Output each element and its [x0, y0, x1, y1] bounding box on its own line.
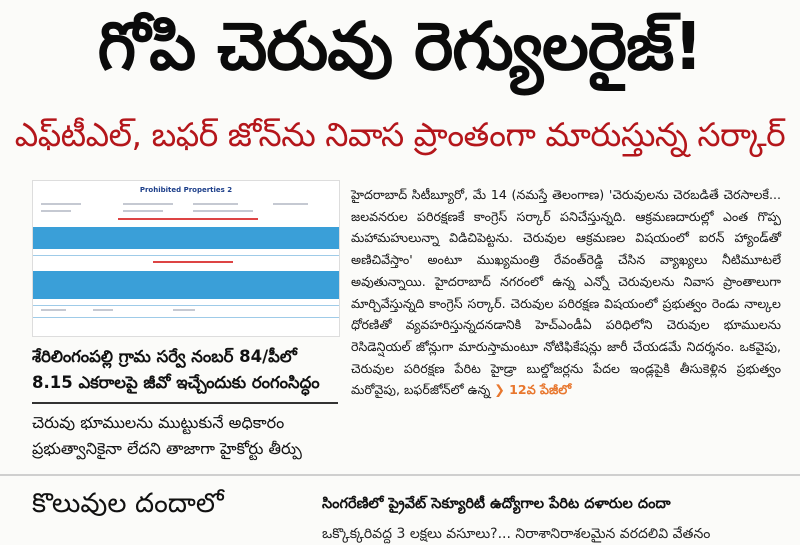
- doc-text-line: [273, 203, 308, 205]
- bottom-right-headline: సింగరేణిలో ప్రైవేట్ సెక్యూరిటీ ఉద్యోగాల పేరిట దళారుల దందా: [322, 496, 671, 512]
- doc-text-line: [193, 203, 238, 205]
- doc-text-line: [41, 203, 81, 205]
- doc-text-line: [173, 309, 195, 311]
- doc-red-line: [118, 218, 258, 220]
- main-headline: [0, 0, 800, 108]
- document-image: [32, 180, 340, 337]
- doc-text-line: [93, 309, 113, 311]
- doc-text-line: [193, 210, 253, 212]
- subheadline: [0, 112, 800, 164]
- doc-table-rule: [33, 255, 339, 256]
- article-body: [351, 184, 781, 401]
- document-image-title: Prohibited Properties 2: [139, 186, 233, 194]
- doc-text-line: [41, 309, 66, 311]
- article-text: హైదరాబాద్ సిటీబ్యూరో, మే 14 (నమస్తే తెలంగాణ) 'చెరువులను చెరబడితే చెరసాలకే... జలవనరుల పరిరక్షణకే కాంగ్రెస్ సర్కార్ పనిచేస్తున్నది. ఆక్రమణదారుల్లో ఎంత గొప్ప మహామహులున్నా విడిచిపెట్టను. చెరువుల ఆక్రమణల విషయంలో ఐరన్ హ్యాండ్‌తో అణిచివేస్తాం' అంటూ ముఖ్యమంత్రి రేవంత్‌రెడ్డి చేసిన వ్యాఖ్యలు నీటిమూటలే అవుతున్నాయి. హైదరాబాద్ నగరంలో ఉన్న ఎన్నో చెరువులను నివాస ప్రాంతాలుగా మార్చివేస్తున్నది కాంగ్రెస్ సర్కార్. చెరువుల పరిరక్షణ విషయంలో ప్రభుత్వం రెండు నాల్కల ధోరణితో వ్యవహరిస్తున్నదనడానికి హెచ్ఎండీఏ పరిధిలోని చెరువుల భూములను రెసిడెన్షియల్ జోన్లుగా మారుస్తామంటూ నోటిఫికేషన్లు జారీ చేయడమే నిదర్శనం. ఒకవైపు, చెరువుల పరిరక్షణ పేరిట హైడ్రా బుల్డోజర్లను పేదల ఇండ్లపైకి తీసుకెళ్లిన ప్రభుత్వం మరోవైపు, బఫర్‌జోన్‌లో ఉన్న: [351, 187, 781, 398]
- doc-text-line: [41, 210, 71, 212]
- doc-table-header: [33, 271, 339, 299]
- doc-table-rule: [33, 305, 339, 306]
- caption-regular: చెరువు భూములను ముట్టుకునే అధికారం ప్రభుత్వానికైనా లేదని తాజాగా హైకోర్టు తీర్పు: [32, 413, 302, 458]
- continued-link[interactable]: ❯ 12వ పేజీలో: [494, 382, 572, 398]
- doc-text-line: [123, 210, 163, 212]
- caption-bold: శేరిలింగంపల్లి గ్రామ సర్వే నంబర్ 84/పీలో 8.15 ఎకరాలపై జీవో ఇచ్చేందుకు రంగంసిద్ధం: [32, 347, 320, 392]
- continued-label: 12వ పేజీలో: [509, 382, 572, 398]
- doc-red-line: [153, 261, 233, 263]
- caption-divider: [32, 402, 338, 404]
- bottom-right-subline: ఒక్కొక్కరివద్ద 3 లక్షలు వసూలు?... నిరాశానిరాశలమైన వరదలివి వేతనం: [322, 526, 711, 542]
- doc-text-line: [123, 203, 173, 205]
- section-rule: [0, 474, 800, 476]
- doc-table-header: [33, 227, 339, 249]
- headline-text: గోపి చెరువు రెగ్యులరైజ్!: [97, 7, 703, 85]
- subheadline-text: ఎఫ్‌టీఎల్, బఫర్ జోన్‌ను నివాస ప్రాంతంగా మారుస్తున్న సర్కార్: [14, 114, 786, 154]
- doc-table-rule: [33, 317, 339, 318]
- bottom-left-headline: కొలువుల దందాలో: [32, 488, 224, 519]
